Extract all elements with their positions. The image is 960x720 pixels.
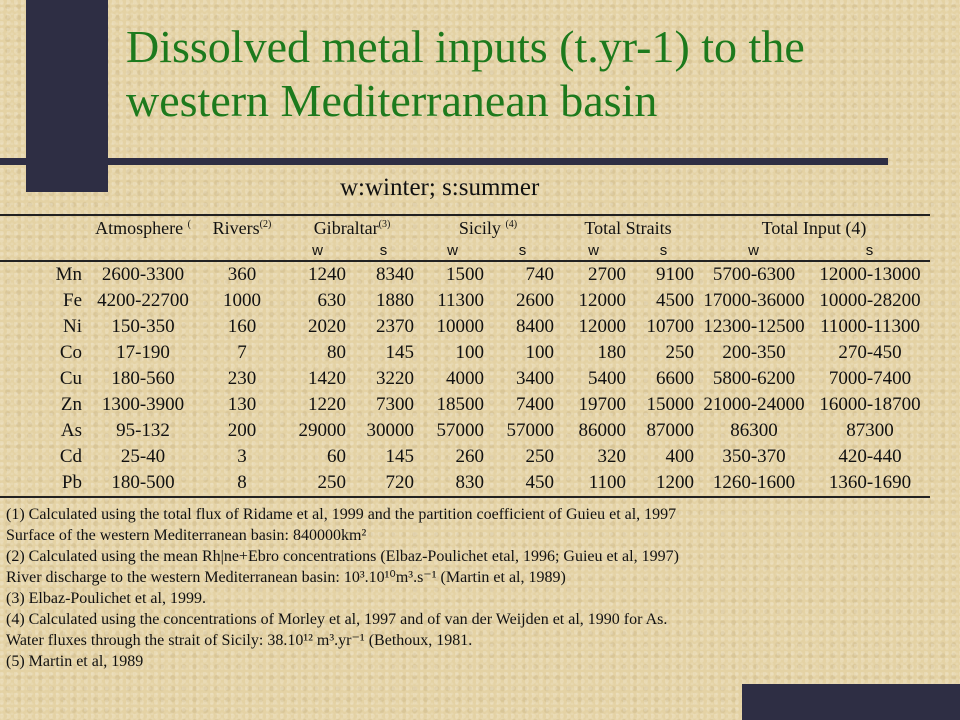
straits-summer-cell: 10700: [646, 316, 695, 337]
title-underline-bar: [0, 158, 888, 165]
sicily-summer-cell: 8400: [516, 316, 555, 337]
atmosphere-cell: 180-560: [111, 368, 175, 389]
input-winter-cell: 17000-36000: [703, 290, 805, 311]
gibraltar-summer-cell: 3220: [376, 368, 415, 389]
input-winter-cell: 21000-24000: [703, 394, 805, 415]
footnote: River discharge to the western Mediterranean basin: 10³.10¹⁰m³.s⁻¹ (Martin et al, 1989): [6, 569, 566, 586]
slide-title: [126, 20, 946, 128]
header-gibraltar: Gibraltar$^{(3)}$: [313, 217, 391, 238]
straits-winter-label: w: [588, 241, 600, 259]
gibraltar-summer-cell: 145: [385, 342, 415, 363]
rivers-cell: 1000: [223, 290, 261, 311]
gibraltar-winter-cell: 2020: [308, 316, 346, 337]
slide-subtitle: w:winter; s:summer: [340, 174, 540, 201]
footnote: (5) Martin et al, 1989: [6, 653, 144, 670]
rivers-cell: 230: [227, 368, 257, 389]
gibraltar-winter-cell: 250: [317, 472, 346, 493]
gibraltar-summer-cell: 145: [385, 446, 415, 467]
straits-summer-cell: 9100: [656, 264, 695, 285]
input-summer-cell: 11000-11300: [820, 316, 920, 337]
straits-summer-cell: 87000: [646, 420, 695, 441]
table-season-row: [0, 240, 930, 260]
rivers-cell: 7: [237, 342, 247, 363]
metal-inputs-table: [0, 216, 930, 496]
gibraltar-winter-cell: 1420: [308, 368, 346, 389]
straits-winter-cell: 1100: [588, 472, 627, 493]
rivers-cell: 360: [227, 264, 257, 285]
straits-winter-cell: 320: [597, 446, 627, 467]
table-header-row: [0, 216, 930, 240]
sicily-winter-cell: 4000: [446, 368, 485, 389]
atmosphere-cell: 4200-22700: [97, 290, 189, 311]
gibraltar-summer-cell: 8340: [376, 264, 415, 285]
header-total-input: Total Input (4): [761, 217, 867, 238]
sicily-winter-label: w: [447, 241, 459, 259]
sicily-winter-cell: 830: [455, 472, 485, 493]
straits-summer-cell: 6600: [656, 368, 695, 389]
element-cell: As: [60, 420, 82, 441]
footnote: (4) Calculated using the concentrations of Morley et al, 1997 and of van der Weijden et al, 1990 for As.: [6, 611, 668, 628]
input-winter-cell: 12300-12500: [703, 316, 805, 337]
sicily-winter-cell: 1500: [446, 264, 485, 285]
metal-inputs-table-wrap: [0, 214, 930, 498]
footnote: (1) Calculated using the total flux of Ridame et al, 1999 and the partition coefficient of Guieu et al, 1997: [6, 506, 677, 523]
input-summer-cell: 7000-7400: [828, 368, 912, 389]
sicily-summer-cell: 7400: [516, 394, 555, 415]
table-row: [0, 262, 930, 288]
rivers-cell: 8: [237, 472, 247, 493]
input-winter-cell: 86300: [730, 420, 778, 441]
sicily-winter-cell: 18500: [436, 394, 485, 415]
straits-winter-cell: 180: [597, 342, 627, 363]
sicily-winter-cell: 11300: [437, 290, 485, 311]
gibraltar-summer-label: s: [379, 241, 389, 259]
footnotes: [6, 504, 926, 672]
element-cell: Cd: [59, 446, 82, 467]
atmosphere-cell: 2600-3300: [101, 264, 185, 285]
atmosphere-cell: 17-190: [116, 342, 170, 363]
header-rivers: Rivers$^{(2)}$: [212, 217, 272, 238]
straits-summer-cell: 400: [665, 446, 695, 467]
input-summer-cell: 420-440: [838, 446, 902, 467]
table-row: [0, 314, 930, 340]
straits-winter-cell: 5400: [588, 368, 627, 389]
table-bottom-rule: [0, 496, 930, 498]
gibraltar-winter-cell: 1220: [308, 394, 346, 415]
straits-winter-cell: 2700: [588, 264, 627, 285]
input-summer-cell: 12000-13000: [819, 264, 921, 285]
sicily-winter-cell: 10000: [436, 316, 485, 337]
sicily-summer-cell: 100: [525, 342, 555, 363]
gibraltar-winter-cell: 60: [327, 446, 346, 467]
table-row: [0, 288, 930, 314]
element-cell: Co: [59, 342, 82, 363]
straits-winter-cell: 86000: [578, 420, 627, 441]
input-summer-cell: 270-450: [838, 342, 902, 363]
rivers-cell: 200: [227, 420, 257, 441]
atmosphere-cell: 150-350: [111, 316, 175, 337]
table-row: [0, 444, 930, 470]
sicily-summer-cell: 2600: [516, 290, 555, 311]
gibraltar-winter-label: w: [312, 241, 324, 259]
straits-winter-cell: 12000: [578, 290, 627, 311]
footnote: Surface of the western Mediterranean basin: 840000km²: [6, 527, 367, 544]
table-row: [0, 418, 930, 444]
input-summer-cell: 1360-1690: [828, 472, 912, 493]
gibraltar-winter-cell: 29000: [298, 420, 346, 441]
straits-summer-cell: 250: [665, 342, 695, 363]
straits-summer-cell: 15000: [646, 394, 695, 415]
atmosphere-cell: 95-132: [116, 420, 170, 441]
table-row: [0, 470, 930, 496]
sicily-summer-cell: 250: [525, 446, 555, 467]
element-cell: Pb: [61, 472, 82, 493]
element-cell: Ni: [63, 316, 82, 337]
rivers-cell: 160: [227, 316, 257, 337]
table-row: [0, 340, 930, 366]
gibraltar-summer-cell: 1880: [376, 290, 415, 311]
straits-winter-cell: 19700: [578, 394, 627, 415]
table-row: [0, 392, 930, 418]
input-summer-cell: 87300: [846, 420, 894, 441]
footnote: Water fluxes through the strait of Sicily: 38.10¹² m³.yr⁻¹ (Bethoux, 1981.: [6, 632, 473, 649]
rivers-cell: 3: [237, 446, 247, 467]
input-winter-label: w: [748, 241, 760, 259]
decorative-block-bottom-right: [742, 684, 960, 720]
element-cell: Zn: [60, 394, 82, 415]
sicily-winter-cell: 260: [455, 446, 485, 467]
input-winter-cell: 350-370: [722, 446, 786, 467]
element-cell: Fe: [63, 290, 82, 311]
sicily-summer-label: s: [518, 241, 528, 259]
element-cell: Mn: [55, 264, 82, 285]
gibraltar-summer-cell: 720: [385, 472, 415, 493]
slide-title-line1: Dissolved metal inputs (t.yr-1) to the: [126, 21, 805, 72]
straits-summer-cell: 4500: [656, 290, 695, 311]
input-winter-cell: 5800-6200: [712, 368, 796, 389]
straits-summer-label: s: [659, 241, 669, 259]
footnote: (2) Calculated using the mean Rh|ne+Ebro concentrations (Elbaz-Poulichet etal, 1996; Guieu et al, 1997): [6, 548, 679, 565]
input-winter-cell: 1260-1600: [712, 472, 796, 493]
header-total-straits: Total Straits: [584, 217, 672, 238]
sicily-summer-cell: 57000: [506, 420, 555, 441]
sicily-winter-cell: 100: [455, 342, 485, 363]
header-atmosphere: Atmosphere (: [95, 217, 191, 238]
table-row: [0, 366, 930, 392]
table-body: [0, 262, 930, 496]
atmosphere-cell: 180-500: [111, 472, 175, 493]
footnote: (3) Elbaz-Poulichet et al, 1999.: [6, 590, 206, 607]
input-winter-cell: 5700-6300: [712, 264, 796, 285]
gibraltar-summer-cell: 2370: [376, 316, 415, 337]
input-summer-label: s: [865, 241, 875, 259]
sicily-summer-cell: 450: [525, 472, 555, 493]
sicily-summer-cell: 740: [525, 264, 555, 285]
sicily-winter-cell: 57000: [436, 420, 485, 441]
header-element: [0, 216, 88, 240]
gibraltar-summer-cell: 7300: [376, 394, 415, 415]
gibraltar-winter-cell: 630: [317, 290, 346, 311]
atmosphere-cell: 25-40: [120, 446, 166, 467]
element-cell: Cu: [59, 368, 82, 389]
straits-winter-cell: 12000: [578, 316, 627, 337]
straits-summer-cell: 1200: [656, 472, 695, 493]
rivers-cell: 130: [227, 394, 257, 415]
atmosphere-cell: 1300-3900: [101, 394, 185, 415]
gibraltar-summer-cell: 30000: [366, 420, 415, 441]
gibraltar-winter-cell: 1240: [308, 264, 346, 285]
header-sicily: Sicily $^{(4)}$: [458, 217, 518, 238]
input-summer-cell: 16000-18700: [819, 394, 921, 415]
input-summer-cell: 10000-28200: [819, 290, 921, 311]
input-winter-cell: 200-350: [722, 342, 786, 363]
gibraltar-winter-cell: 80: [327, 342, 346, 363]
sicily-summer-cell: 3400: [516, 368, 555, 389]
slide-title-line2: western Mediterranean basin: [126, 75, 658, 126]
